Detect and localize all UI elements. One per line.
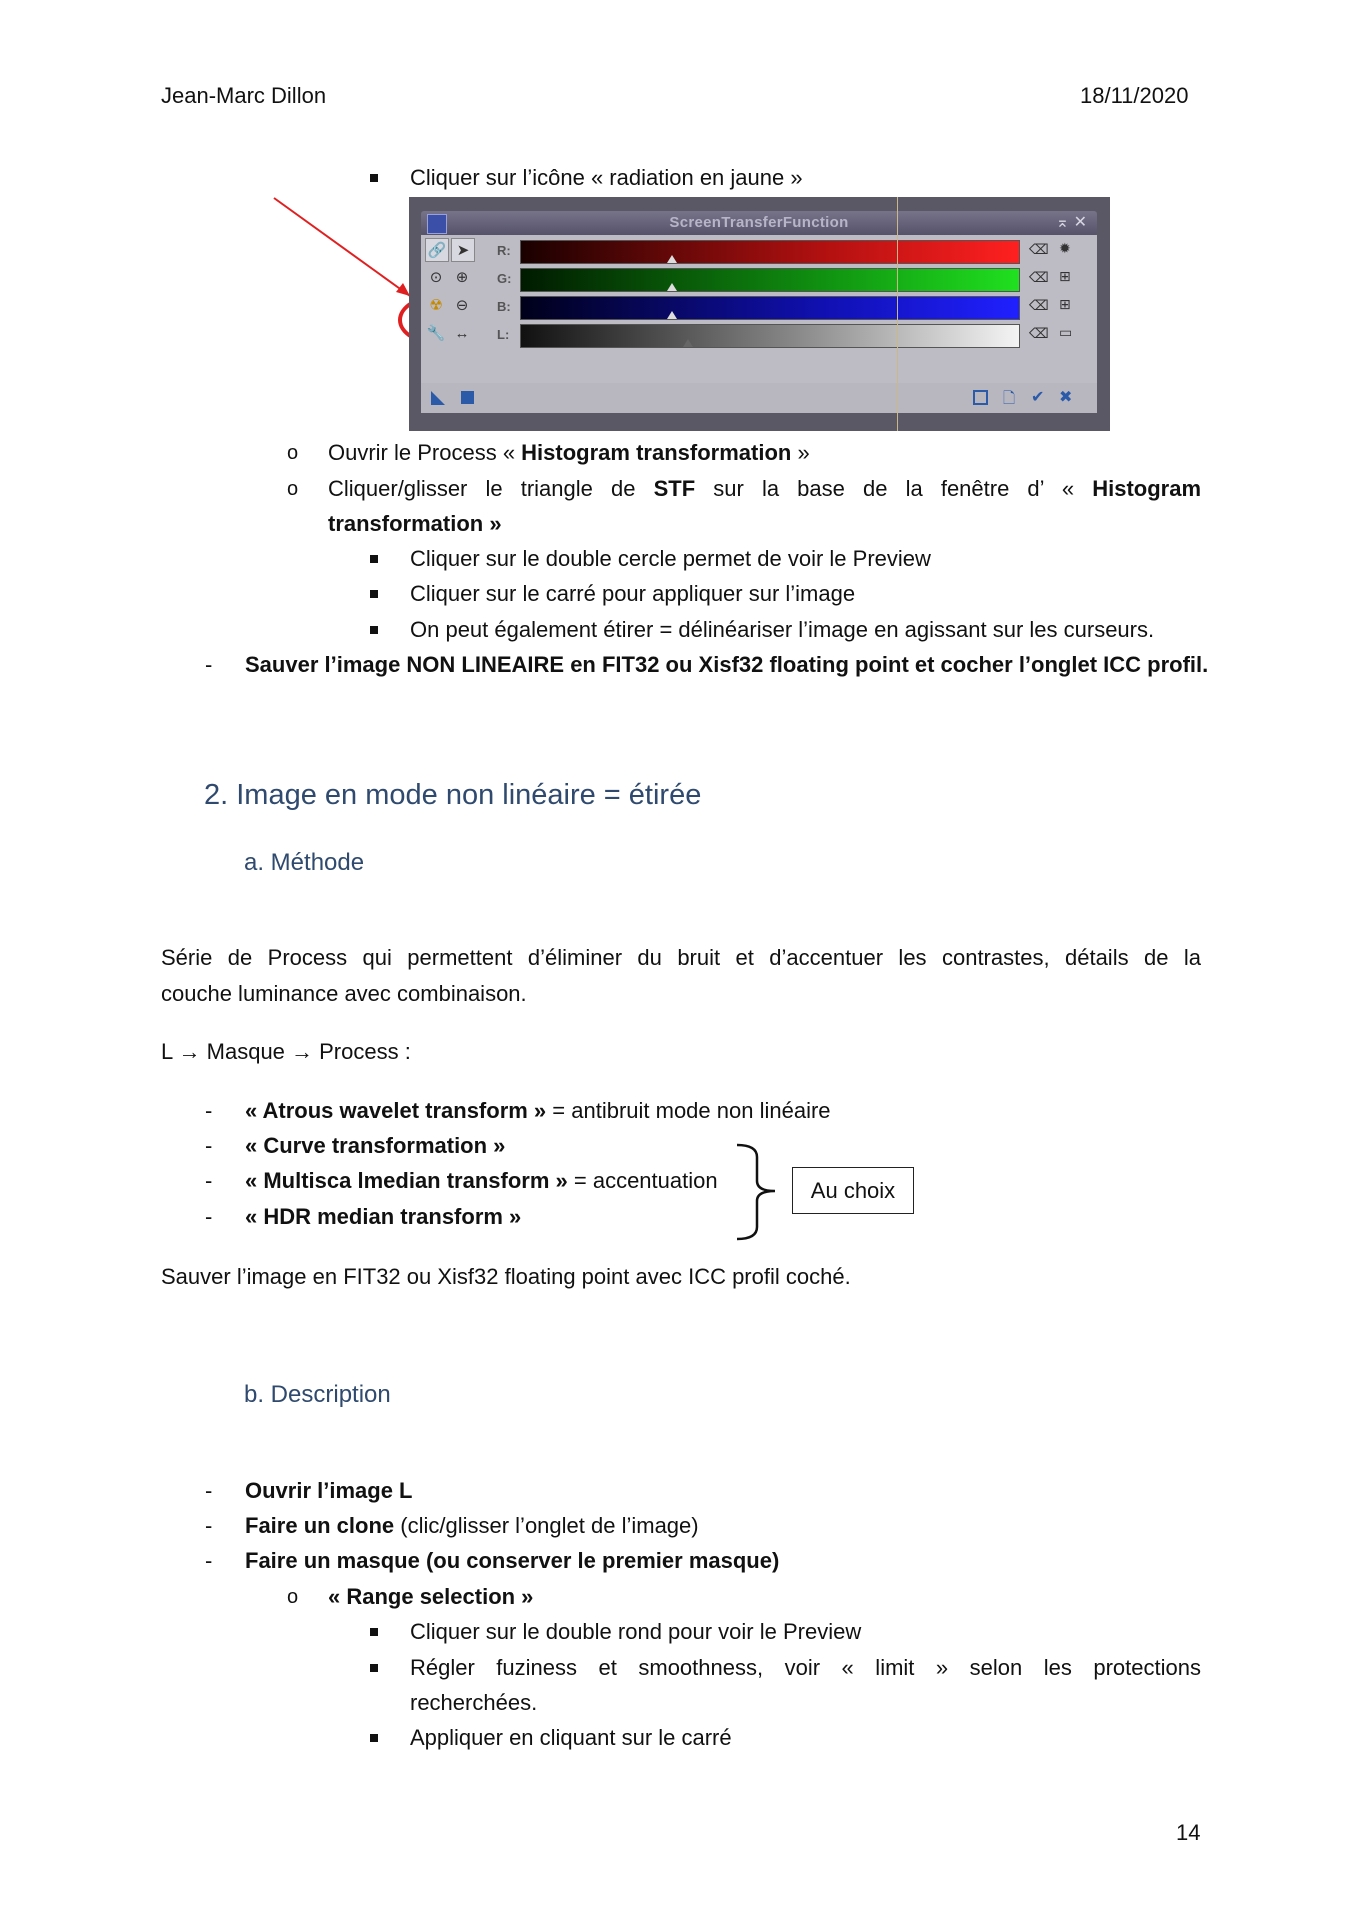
- midtone-handle[interactable]: [667, 311, 677, 319]
- stretch-text: On peut également étirer = délinéariser l’image en agissant sur les curseurs.: [410, 617, 1155, 642]
- stf-footer: [421, 383, 1097, 413]
- double-circle-text: Cliquer sur le double cercle permet de voir le Preview: [410, 546, 931, 571]
- dash-bullet: -: [205, 1513, 213, 1538]
- fuziness-text-line2: recherchées.: [410, 1690, 538, 1715]
- header-author: Jean-Marc Dillon: [161, 83, 327, 108]
- paragraph-line1: Série de Process qui permettent d’éliminer du bruit et d’accentuer les contrastes, détails de la: [161, 945, 1201, 970]
- square-outline-icon[interactable]: [973, 390, 988, 405]
- screen-transfer-function-screenshot: [409, 197, 1110, 431]
- radiation-icon[interactable]: ☢: [429, 297, 443, 314]
- window-titlebar: [421, 211, 1097, 235]
- process-curve: « Curve transformation »: [245, 1133, 506, 1158]
- channel-label-g: G:: [497, 271, 512, 286]
- dash-bullet: -: [205, 1168, 213, 1193]
- square-bullet-icon: [370, 174, 378, 182]
- section-heading-2: 2. Image en mode non linéaire = étirée: [204, 779, 702, 811]
- dash-bullet: -: [205, 1548, 213, 1573]
- subsection-heading-a: a. Méthode: [244, 849, 365, 876]
- circle-bullet-icon: o: [287, 1586, 299, 1608]
- reset-icon[interactable]: ⌫: [1029, 297, 1049, 313]
- dash-bullet: -: [205, 1098, 213, 1123]
- pointer-icon[interactable]: ➤: [451, 238, 475, 262]
- top-bullet-text: Cliquer sur l’icône « radiation en jaune »: [410, 165, 803, 190]
- square-bullet-icon: [370, 626, 378, 634]
- window-buttons[interactable]: ⌅ ✕: [1055, 214, 1087, 231]
- green-channel-slider[interactable]: [520, 268, 1020, 292]
- midtone-handle[interactable]: [667, 283, 677, 291]
- link-icon[interactable]: 🔗: [425, 238, 449, 262]
- reset-all-icon[interactable]: ✖: [1059, 389, 1073, 406]
- reset-icon[interactable]: ⌫: [1029, 269, 1049, 285]
- check-icon[interactable]: ✔: [1031, 389, 1045, 406]
- square-bullet-icon: [370, 555, 378, 563]
- save-line: Sauver l’image en FIT32 ou Xisf32 floating point avec ICC profil coché.: [161, 1264, 851, 1289]
- reset-icon[interactable]: ⌫: [1029, 325, 1049, 341]
- swap-arrows-icon[interactable]: ↔: [454, 324, 470, 342]
- channel-label-r: R:: [497, 243, 511, 258]
- document-icon[interactable]: 🗋: [1003, 390, 1016, 407]
- circle-bullet-icon: o: [287, 442, 299, 464]
- square-bullet-icon: [370, 590, 378, 598]
- dash-bullet: -: [205, 1133, 213, 1158]
- square-bullet-icon: [370, 1664, 378, 1672]
- drag-triangle-text: Cliquer/glisser le triangle de STF sur la base de la fenêtre d’ « Histogram: [328, 476, 1202, 501]
- zoom-out-icon[interactable]: ⊖: [455, 297, 469, 314]
- crosshair-icon[interactable]: ⊞: [1059, 296, 1071, 312]
- reset-icon[interactable]: ⌫: [1029, 241, 1049, 257]
- subsection-heading-b: b. Description: [244, 1381, 391, 1408]
- dash-bullet: -: [205, 1204, 213, 1229]
- open-histogram-text: Ouvrir le Process « Histogram transformation »: [328, 440, 810, 465]
- luminance-channel-slider[interactable]: [520, 324, 1020, 348]
- wrench-icon[interactable]: 🔧: [426, 325, 446, 342]
- paragraph-line2: couche luminance avec combinaison.: [161, 981, 527, 1006]
- fuziness-text: Régler fuziness et smoothness, voir « limit » selon les protections: [410, 1655, 1201, 1680]
- double-round-text: Cliquer sur le double rond pour voir le Preview: [410, 1619, 862, 1644]
- range-selection: « Range selection »: [328, 1584, 534, 1609]
- process-multiscale: « Multisca lmedian transform » = accentuation: [245, 1168, 718, 1193]
- flow-line: L → Masque → Process :: [161, 1039, 411, 1064]
- square-apply-text: Cliquer sur le carré pour appliquer sur l’image: [410, 581, 856, 606]
- make-clone: Faire un clone (clic/glisser l’onglet de l’image): [245, 1513, 699, 1538]
- header-date: 18/11/2020: [1080, 83, 1189, 108]
- channel-label-l: L:: [497, 327, 510, 342]
- apply-square-text: Appliquer en cliquant sur le carré: [410, 1725, 732, 1750]
- crosshair-icon[interactable]: ⊞: [1059, 268, 1071, 284]
- blue-channel-slider[interactable]: [520, 296, 1020, 320]
- divider-line: [897, 197, 898, 431]
- make-mask: Faire un masque (ou conserver le premier masque): [245, 1548, 780, 1573]
- gear-icon[interactable]: ✹: [1059, 240, 1071, 256]
- zoom-fit-icon[interactable]: ⊙: [429, 269, 443, 286]
- save-nonlinear-text: Sauver l’image NON LINEAIRE en FIT32 ou Xisf32 floating point et cocher l’onglet ICC profil.: [245, 652, 1209, 677]
- stf-body: [421, 235, 1097, 383]
- red-channel-slider[interactable]: [520, 240, 1020, 264]
- au-choix-box: Au choix: [792, 1167, 914, 1214]
- dash-bullet: -: [205, 652, 213, 677]
- zoom-in-icon[interactable]: ⊕: [455, 269, 469, 286]
- new-instance-triangle-icon[interactable]: [431, 391, 445, 405]
- midtone-handle[interactable]: [683, 339, 693, 347]
- channel-label-b: B:: [497, 299, 511, 314]
- circle-bullet-icon: o: [287, 478, 299, 500]
- drag-triangle-text-line2: transformation »: [328, 511, 502, 536]
- midtone-handle[interactable]: [667, 255, 677, 263]
- process-atrous: « Atrous wavelet transform » = antibruit mode non linéaire: [245, 1098, 831, 1123]
- page-number: 14: [1176, 1820, 1201, 1845]
- window-title: ScreenTransferFunction: [669, 214, 849, 231]
- dash-bullet: -: [205, 1478, 213, 1503]
- apply-square-icon[interactable]: [461, 391, 474, 404]
- open-image-l: Ouvrir l’image L: [245, 1478, 413, 1503]
- process-hdr: « HDR median transform »: [245, 1204, 522, 1229]
- square-bullet-icon: [370, 1628, 378, 1636]
- monitor-icon[interactable]: ▭: [1059, 324, 1073, 340]
- right-brace: [735, 1143, 785, 1243]
- square-bullet-icon: [370, 1734, 378, 1742]
